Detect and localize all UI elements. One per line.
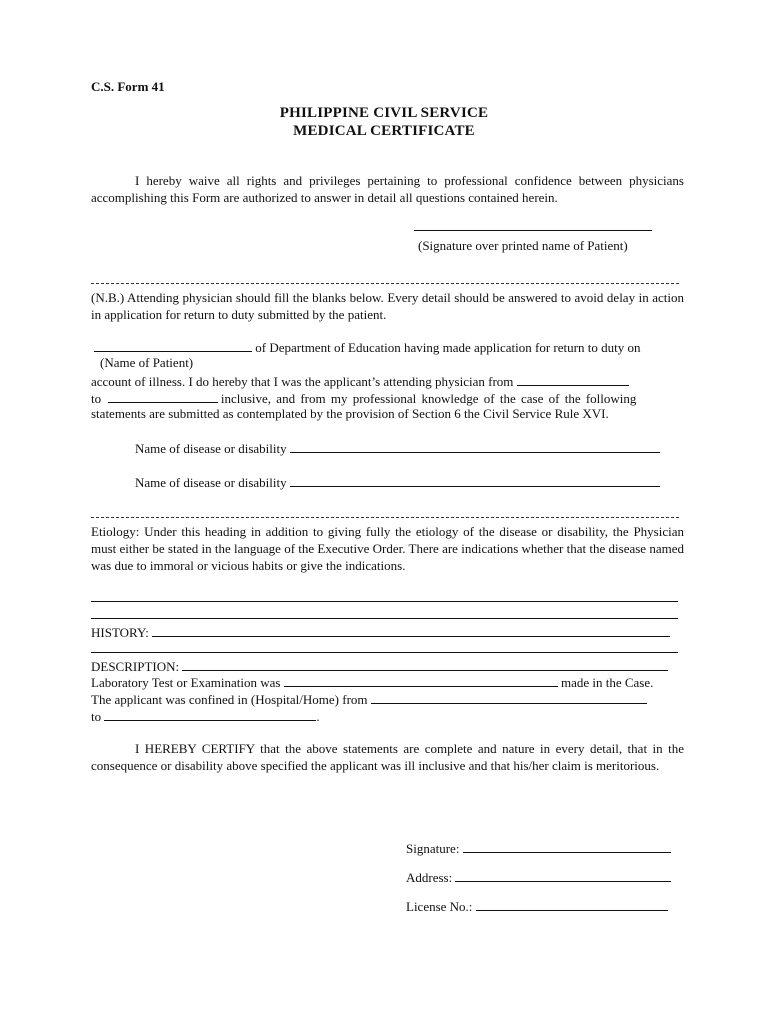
description-field — [91, 658, 668, 675]
section-divider-2 — [91, 517, 679, 518]
history-field — [91, 624, 670, 641]
application-line-4: statements are submitted as contemplated by the provision of Section 6 the Civil Service Rule XVI. — [91, 406, 609, 421]
physician-signature-label: Signature: — [406, 841, 460, 856]
history-label: HISTORY: — [91, 625, 149, 640]
disease-input-1[interactable] — [290, 440, 660, 453]
physician-address-label: Address: — [406, 870, 453, 885]
certification-paragraph: I HEREBY CERTIFY that the above statements are complete and nature in every detail, that in the consequence or disability above specified the applicant was ill inclusive and that his/her claim is meritorious. — [91, 741, 684, 773]
lab-test-suffix: made in the Case. — [560, 675, 654, 690]
attended-from-blank[interactable] — [517, 373, 629, 386]
physician-license-label: License No.: — [406, 899, 473, 914]
physician-signature-input[interactable] — [463, 840, 671, 853]
confined-label: The applicant was confined in (Hospital/Home) from — [91, 692, 368, 707]
physician-license-input[interactable] — [476, 898, 668, 911]
waiver-paragraph: I hereby waive all rights and privileges pertaining to professional confidence between physicians accomplishing this Form are authorized to answer in detail all questions contained herein. — [91, 173, 684, 205]
form-number: C.S. Form 41 — [91, 79, 165, 94]
disease-input-2[interactable] — [290, 474, 660, 487]
application-line-1 — [94, 339, 640, 356]
application-line-2-text: account of illness. I do hereby that I was the applicant’s attending physician from — [91, 374, 514, 389]
etiology-answer-line-1[interactable] — [91, 601, 678, 602]
confined-from-input[interactable] — [371, 691, 647, 704]
confined-to-field — [91, 708, 320, 725]
application-line-1-text: of Department of Education having made application for return to duty on — [255, 340, 641, 355]
lab-test-label: Laboratory Test or Examination was — [91, 675, 281, 690]
patient-signature-line[interactable] — [414, 230, 652, 231]
application-line-2 — [91, 373, 629, 390]
physician-address-field — [406, 869, 671, 886]
patient-signature-caption: (Signature over printed name of Patient) — [418, 238, 628, 253]
description-label: DESCRIPTION: — [91, 659, 180, 674]
lab-test-field — [91, 674, 653, 691]
form-title-line1: PHILIPPINE CIVIL SERVICE — [279, 105, 489, 121]
history-answer-line-2[interactable] — [91, 652, 678, 653]
application-line-3-text: inclusive, and from my professional knowledge of the case of the following — [220, 391, 637, 406]
confined-field — [91, 691, 647, 708]
physician-signature-field — [406, 840, 671, 857]
attended-to-blank[interactable] — [108, 390, 218, 403]
description-input[interactable] — [182, 658, 668, 671]
nb-paragraph: (N.B.) Attending physician should fill the blanks below. Every detail should be answered to avoid delay in action in application for return to duty submitted by the patient. — [91, 290, 684, 322]
physician-license-field — [406, 898, 668, 915]
etiology-answer-line-2[interactable] — [91, 618, 678, 619]
disease-label-1: Name of disease or disability — [135, 441, 287, 456]
disease-field-2 — [135, 474, 660, 491]
form-title-line2: MEDICAL CERTIFICATE — [293, 123, 475, 139]
etiology-paragraph: Etiology: Under this heading in addition to giving fully the etiology of the disease or disability, the Physician must either be stated in the language of the Executive Order. There are indications whether that the disease named was due to immoral or vicious habits or give the indications. — [91, 524, 684, 573]
confined-to-period: . — [316, 709, 320, 724]
application-to-label: to — [91, 391, 102, 406]
patient-name-caption: (Name of Patient) — [100, 355, 194, 370]
lab-test-input[interactable] — [284, 674, 558, 687]
section-divider-1 — [91, 283, 679, 284]
history-input[interactable] — [152, 624, 670, 637]
application-line-3 — [91, 390, 684, 407]
confined-to-input[interactable] — [104, 708, 316, 721]
patient-name-blank[interactable] — [94, 339, 252, 352]
disease-label-2: Name of disease or disability — [135, 475, 287, 490]
physician-address-input[interactable] — [455, 869, 671, 882]
disease-field-1 — [135, 440, 660, 457]
confined-to-label: to — [91, 709, 102, 724]
